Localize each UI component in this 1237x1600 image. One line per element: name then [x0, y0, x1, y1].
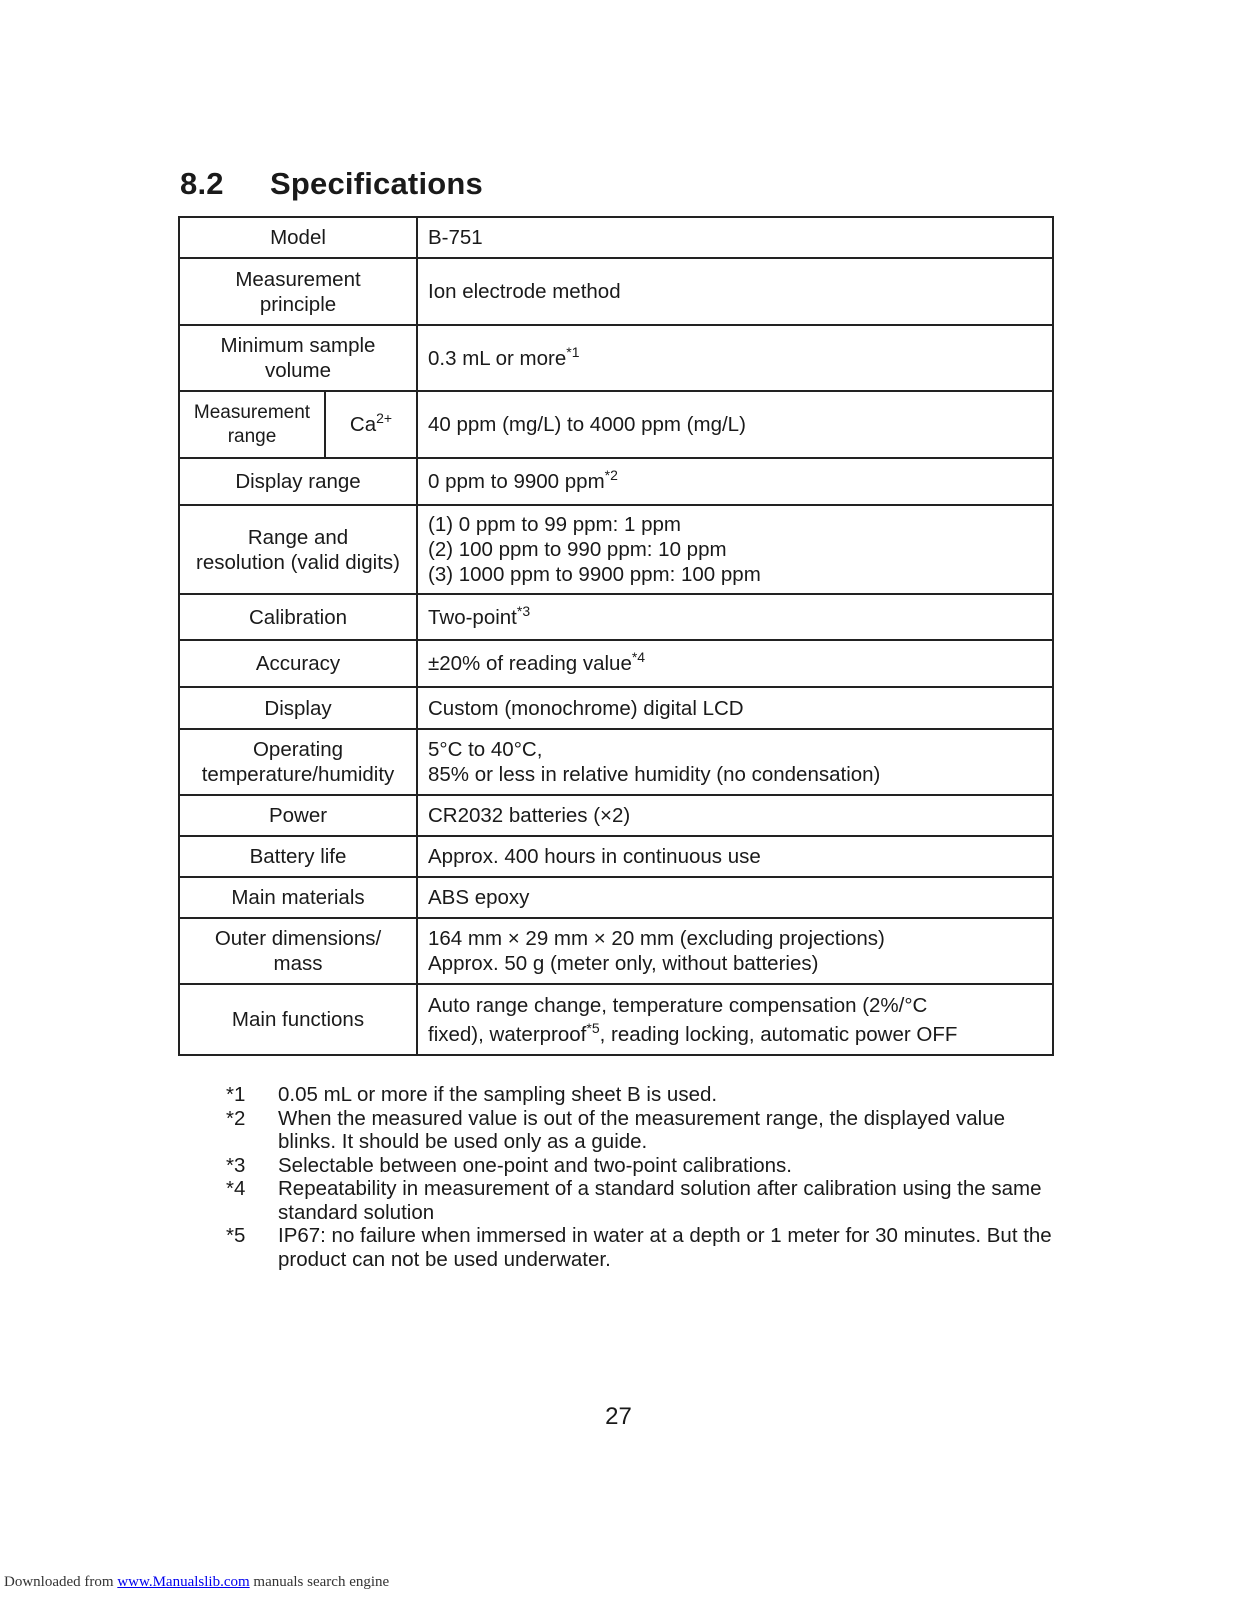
manualslib-link[interactable]: www.Manualslib.com [117, 1574, 250, 1590]
value-operating: 5°C to 40°C, 85% or less in relative humidity (no condensation) [417, 729, 1053, 795]
footnote: *1 0.05 mL or more if the sampling sheet B is used. [226, 1083, 718, 1106]
value-functions: Auto range change, temperature compensation (2%/°C fixed), waterproof$^{*5}$, reading locking, automatic power OFF [417, 984, 1053, 1055]
row-model [179, 217, 1053, 258]
row-materials [179, 877, 1053, 918]
value-calibration: Two-point$^{*3}$ [417, 594, 1053, 640]
section-title: Specifications [270, 166, 483, 201]
row-principle [179, 258, 1053, 325]
value-power: CR2032 batteries (×2) [417, 795, 1053, 836]
row-functions [179, 984, 1053, 1055]
label-display-range: Display range [179, 458, 417, 505]
value-battery: Approx. 400 hours in continuous use [417, 836, 1053, 877]
value-model: B-751 [417, 217, 1053, 258]
label-accuracy: Accuracy [179, 640, 417, 687]
footnotes [226, 1083, 1056, 1271]
label-materials: Main materials [179, 877, 417, 918]
row-display [179, 687, 1053, 729]
row-calibration [179, 594, 1053, 640]
page-number: 27 [605, 1403, 632, 1430]
section-number: 8.2 [180, 166, 224, 201]
value-materials: ABS epoxy [417, 877, 1053, 918]
value-accuracy: ±20% of reading value$^{*4}$ [417, 640, 1053, 687]
label-ion: $Ca^{2+}$ [325, 391, 417, 458]
note-ref: *5 [586, 1019, 600, 1036]
section-heading [180, 166, 483, 202]
footnote: *4 Repeatability in measurement of a standard solution after calibration using the same standard solution [226, 1177, 1042, 1224]
row-resolution [179, 505, 1053, 594]
row-accuracy [179, 640, 1053, 687]
value-dimensions: 164 mm × 29 mm × 20 mm (excluding projections) Approx. 50 g (meter only, without batteries) [417, 918, 1053, 984]
row-min-volume [179, 325, 1053, 391]
value-measurement-range: 40 ppm (mg/L) to 4000 ppm (mg/L) [417, 391, 1053, 458]
note-ref: *1 [566, 343, 580, 360]
label-calibration: Calibration [179, 594, 417, 640]
footnote: *2 When the measured value is out of the measurement range, the displayed value blinks. It should be used only as a guide. [226, 1106, 1006, 1153]
label-measurement-range: Measurement range [179, 391, 325, 458]
row-power [179, 795, 1053, 836]
spec-table [178, 216, 1054, 1056]
value-min-volume: 0.3 mL or more$^{*1}$ [417, 325, 1053, 391]
label-functions: Main functions [179, 984, 417, 1055]
note-ref: *2 [604, 467, 618, 484]
footnote: *5 IP67: no failure when immersed in water at a depth or 1 meter for 30 minutes. But the product can not be used underwater. [226, 1224, 1052, 1271]
row-display-range [179, 458, 1053, 505]
label-min-volume: Minimum sample volume [179, 325, 417, 391]
row-measurement-range [179, 391, 1053, 458]
label-model: Model [179, 217, 417, 258]
note-ref: *4 [631, 649, 646, 666]
value-principle: Ion electrode method [417, 258, 1053, 325]
value-resolution: (1) 0 ppm to 99 ppm: 1 ppm (2) 100 ppm to 990 ppm: 10 ppm (3) 1000 ppm to 9900 ppm: 100 ppm [417, 505, 1053, 594]
download-footer: Downloaded from www.Manualslib.com manuals search engine [4, 1574, 390, 1590]
label-principle: Measurement principle [179, 258, 417, 325]
value-display: Custom (monochrome) digital LCD [417, 687, 1053, 729]
row-dimensions [179, 918, 1053, 984]
value-display-range: 0 ppm to 9900 ppm$^{*2}$ [417, 458, 1053, 505]
row-battery [179, 836, 1053, 877]
row-operating [179, 729, 1053, 795]
label-dimensions: Outer dimensions/ mass [179, 918, 417, 984]
label-power: Power [179, 795, 417, 836]
label-resolution: Range and resolution (valid digits) [179, 505, 417, 594]
footnote: *3 Selectable between one-point and two-point calibrations. [226, 1153, 792, 1177]
note-ref: *3 [516, 602, 531, 619]
label-display: Display [179, 687, 417, 729]
label-battery: Battery life [179, 836, 417, 877]
label-operating: Operating temperature/humidity [179, 729, 417, 795]
